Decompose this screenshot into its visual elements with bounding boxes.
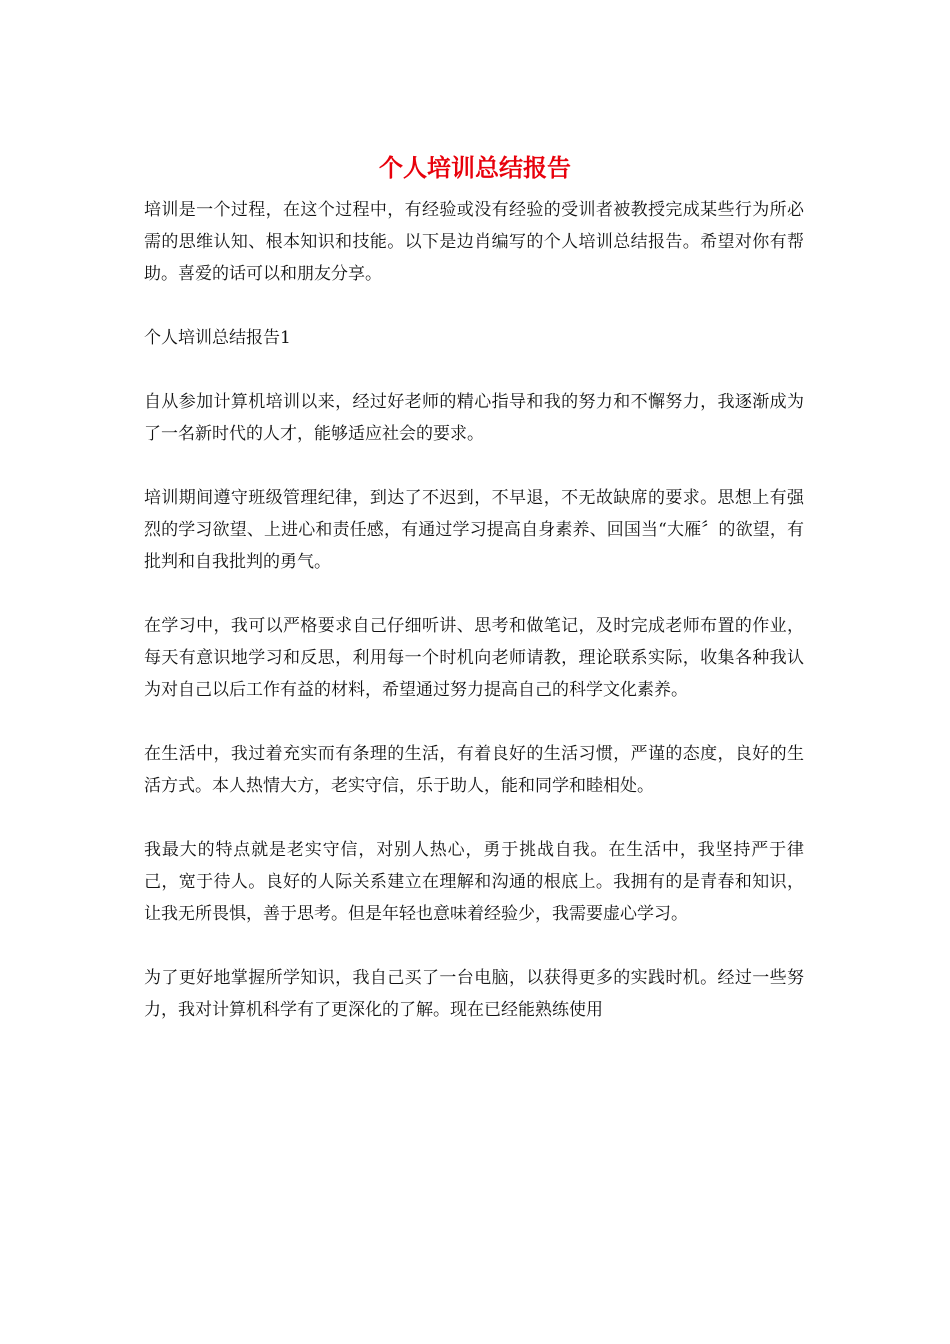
document-body: [144, 194, 804, 1026]
section-heading: 个人培训总结报告1: [144, 328, 291, 348]
paragraph: 在生活中，我过着充实而有条理的生活，有着良好的生活习惯，严谨的态度，良好的生活方式。本人热情大方，老实守信，乐于助人，能和同学和睦相处。: [144, 744, 804, 796]
paragraph: 在学习中，我可以严格要求自己仔细听讲、思考和做笔记，及时完成老师布置的作业，每天有意识地学习和反思，利用每一个时机向老师请教，理论联系实际，收集各种我认为对自己以后工作有益的材料，希望通过努力提高自己的科学文化素养。: [144, 616, 804, 700]
document-title: 个人培训总结报告: [379, 153, 571, 182]
paragraph: 培训期间遵守班级管理纪律，到达了不迟到，不早退，不无故缺席的要求。思想上有强烈的学习欲望、上进心和责任感，有通过学习提高自身素养、回国当“大雁〞的欲望，有批判和自我批判的勇气。: [144, 488, 804, 572]
paragraph: 为了更好地掌握所学知识，我自己买了一台电脑，以获得更多的实践时机。经过一些努力，我对计算机科学有了更深化的了解。现在已经能熟练使用: [144, 968, 804, 1020]
paragraph: 自从参加计算机培训以来，经过好老师的精心指导和我的努力和不懈努力，我逐渐成为了一名新时代的人才，能够适应社会的要求。: [144, 392, 804, 444]
paragraph-intro: 培训是一个过程，在这个过程中，有经验或没有经验的受训者被教授完成某些行为所必需的思维认知、根本知识和技能。以下是边肖编写的个人培训总结报告。希望对你有帮助。喜爱的话可以和朋友分享。: [144, 200, 804, 284]
paragraph: 我最大的特点就是老实守信，对别人热心，勇于挑战自我。在生活中，我坚持严于律己，宽于待人。良好的人际关系建立在理解和沟通的根底上。我拥有的是青春和知识，让我无所畏惧，善于思考。但是年轻也意味着经验少，我需要虚心学习。: [144, 840, 804, 924]
